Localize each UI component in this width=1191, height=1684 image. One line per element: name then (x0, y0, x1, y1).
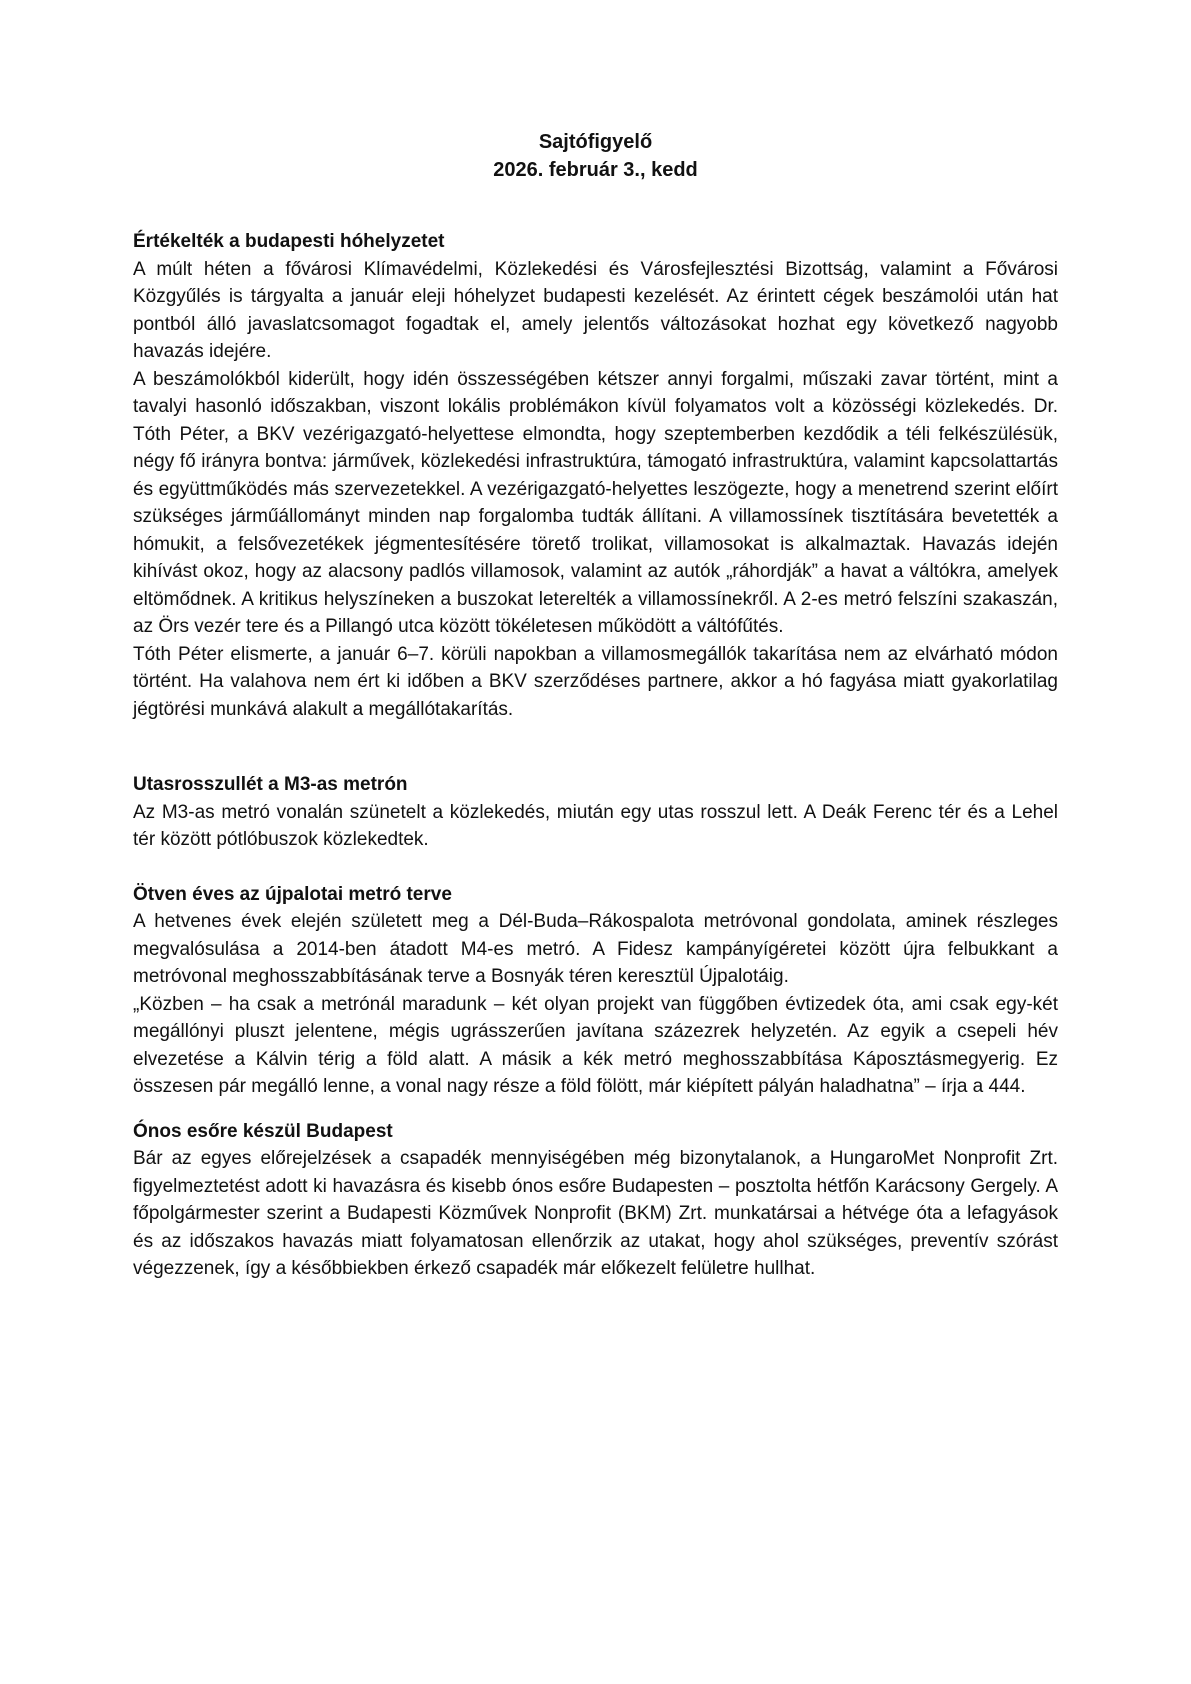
section-freezing-rain (133, 1118, 1058, 1283)
section-ujpalota-metro-plan (133, 881, 1058, 1101)
document-date: 2026. február 3., kedd (493, 159, 698, 181)
body-paragraph: A beszámolókból kiderült, hogy idén összességében kétszer annyi forgalmi, műszaki zavar történt, mint a tavalyi hasonló időszakban, viszont lokális problémákon kívül folyamatos volt a közösségi közlekedés. Dr. Tóth Péter, a BKV vezérigazgató-helyettese elmondta, hogy szeptemberben kezdődik a téli felkészülésük, négy fő irányra bontva: járművek, közlekedési infrastruktúra, támogató infrastruktúra, valamint kapcsolattartás és együttműködés más szervezetekkel. A vezérigazgató-helyettes leszögezte, hogy a menetrend szerint előírt szükséges járműállományt minden nap forgalomba tudták állítani. A villamossínek tisztítására bevetették a hómukit, a felsővezetékek jégmentesítésére törető trolikat, villamosokat is alkalmaztak. Havazás idején kihívást okoz, hogy az alacsony padlós villamosok, valamint az autók „ráhordják” a havat a váltókra, amelyek eltömődnek. A kritikus helyszíneken a buszokat leterelték a villamossínekről. A 2-es metró felszíni szakaszán, az Örs vezér tere és a Pillangó utca között tökéletesen működött a váltófűtés. (133, 368, 1058, 637)
section-heading: Ónos esőre készül Budapest (133, 1120, 393, 1142)
body-paragraph: A hetvenes évek elején született meg a Dél-Buda–Rákospalota metróvonal gondolata, aminek részleges megvalósulása a 2014-ben átadott M4-es metró. A Fidesz kampányígéretei között újra felbukkant a metróvonal meghosszabbításának terve a Bosnyák téren keresztül Újpalotáig. (133, 911, 1058, 987)
body-paragraph: Bár az egyes előrejelzések a csapadék mennyiségében még bizonytalanok, a HungaroMet Nonprofit Zrt. figyelmeztetést adott ki havazásra és kisebb ónos esőre Budapesten – posztolta hétfőn Karácsony Gergely. A főpolgármester szerint a Budapesti Közművek Nonprofit (BKM) Zrt. munkatársai a hétvége óta a lefagyások és az időszakos havazás miatt folyamatosan ellenőrzik az utakat, hogy ahol szükséges, preventív szórást végezzenek, így a későbbiekben érkező csapadék már előkezelt felületre hullhat. (133, 1148, 1058, 1279)
body-paragraph: „Közben – ha csak a metrónál maradunk – két olyan projekt van függőben évtizedek óta, ami csak egy-két megállónyi pluszt jelentene, mégis ugrásszerűen javítana százezrek helyzetén. Az egyik a csepeli hév elvezetése a Kálvin térig a föld alatt. A másik a kék metró meghosszabbítása Káposztásmegyerig. Ez összesen pár megálló lenne, a vonal nagy része a föld fölött, már kiépített pályán haladhatna” – írja a 444. (133, 993, 1058, 1097)
section-m3-incident (133, 771, 1058, 854)
body-paragraph: Az M3-as metró vonalán szünetelt a közlekedés, miután egy utas rosszul lett. A Deák Ferenc tér és a Lehel tér között pótlóbuszok közlekedtek. (133, 801, 1058, 850)
section-snow-situation (133, 228, 1058, 723)
section-heading: Utasrosszullét a M3-as metrón (133, 774, 408, 795)
body-paragraph: A múlt héten a fővárosi Klímavédelmi, Közlekedési és Városfejlesztési Bizottság, valamint a Fővárosi Közgyűlés is tárgyalta a január eleji hóhelyzet budapesti kezelését. Az érintett cégek beszámolói után hat pontból álló javaslatcsomagot fogadtak el, amely jelentős változásokat hozhat egy következő nagyobb havazás idejére. (133, 258, 1058, 362)
document-title: Sajtófigyelő (538, 131, 653, 153)
section-heading: Ötven éves az újpalotai metró terve (133, 883, 452, 905)
section-heading: Értékelték a budapesti hóhelyzetet (133, 231, 445, 252)
body-paragraph: Tóth Péter elismerte, a január 6–7. körüli napokban a villamosmegállók takarítása nem az elvárható módon történt. Ha valahova nem ért ki időben a BKV szerződéses partnere, akkor a hó fagyása miatt gyakorlatilag jégtörési munkává alakult a megállótakarítás. (133, 643, 1058, 720)
document-header (133, 128, 1058, 184)
